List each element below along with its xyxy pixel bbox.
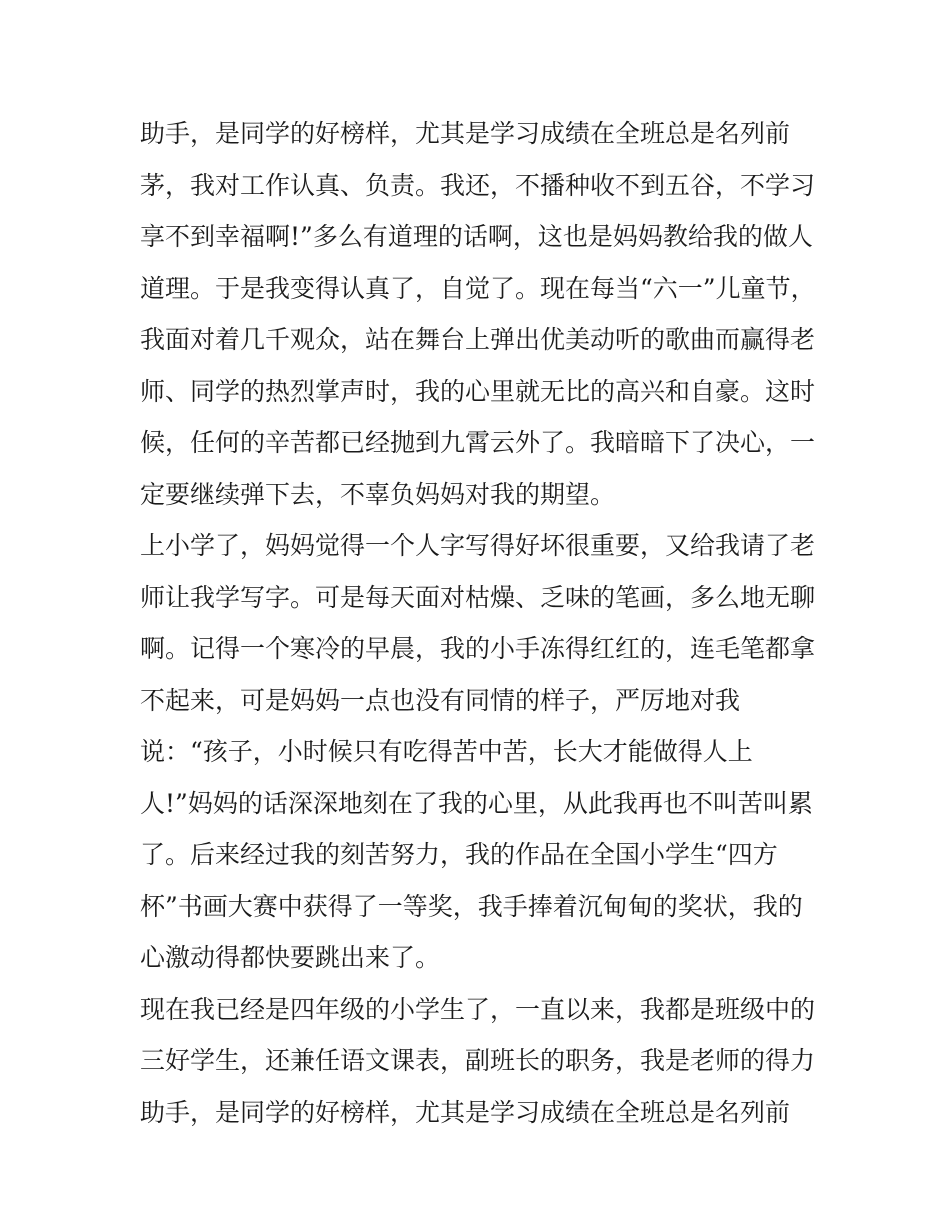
text-line: 上小学了，妈妈觉得一个人字写得好坏很重要，又给我请了老 [140, 531, 816, 560]
text-line: 助手，是同学的好榜样，尤其是学习成绩在全班总是名列前 [140, 119, 791, 148]
text-line: 说：“孩子，小时候只有吃得苦中苦，长大才能做得人上 [140, 737, 753, 766]
text-line: 我面对着几千观众，站在舞台上弹出优美动听的歌曲而赢得老 [140, 325, 816, 354]
text-line: 了。后来经过我的刻苦努力，我的作品在全国小学生“四方 [140, 840, 778, 869]
text-line: 享不到幸福啊!”多么有道理的话啊，这也是妈妈教给我的做人 [140, 222, 813, 251]
text-line: 师、同学的热烈掌声时，我的心里就无比的高兴和自豪。这时 [140, 376, 816, 406]
essay-text [140, 108, 820, 1138]
text-line: 人!”妈妈的话深深地刻在了我的心里，从此我再也不叫苦叫累 [140, 788, 813, 818]
text-line: 现在我已经是四年级的小学生了，一直以来，我都是班级中的 [140, 994, 816, 1024]
text-line: 助手，是同学的好榜样，尤其是学习成绩在全班总是名列前 [140, 1097, 791, 1127]
text-line: 三好学生，还兼任语文课表，副班长的职务，我是老师的得力 [140, 1046, 816, 1075]
text-line: 不起来，可是妈妈一点也没有同情的样子，严厉地对我 [140, 685, 741, 715]
text-line: 杯”书画大赛中获得了一等奖，我手捧着沉甸甸的奖状，我的 [140, 891, 803, 921]
text-line: 候，任何的辛苦都已经抛到九霄云外了。我暗暗下了决心，一 [140, 428, 816, 457]
text-line: 心激动得都快要跳出来了。 [140, 943, 441, 972]
text-line: 茅，我对工作认真、负责。我还，不播种收不到五谷，不学习 [140, 170, 816, 200]
text-line: 啊。记得一个寒冷的早晨，我的小手冻得红红的，连毛笔都拿 [140, 634, 816, 663]
text-line: 道理。于是我变得认真了，自觉了。现在每当“六一”儿童节， [140, 273, 816, 303]
text-line: 定要继续弹下去，不辜负妈妈对我的期望。 [140, 479, 616, 509]
text-line: 师让我学写字。可是每天面对枯燥、乏味的笔画，多么地无聊 [140, 582, 816, 612]
